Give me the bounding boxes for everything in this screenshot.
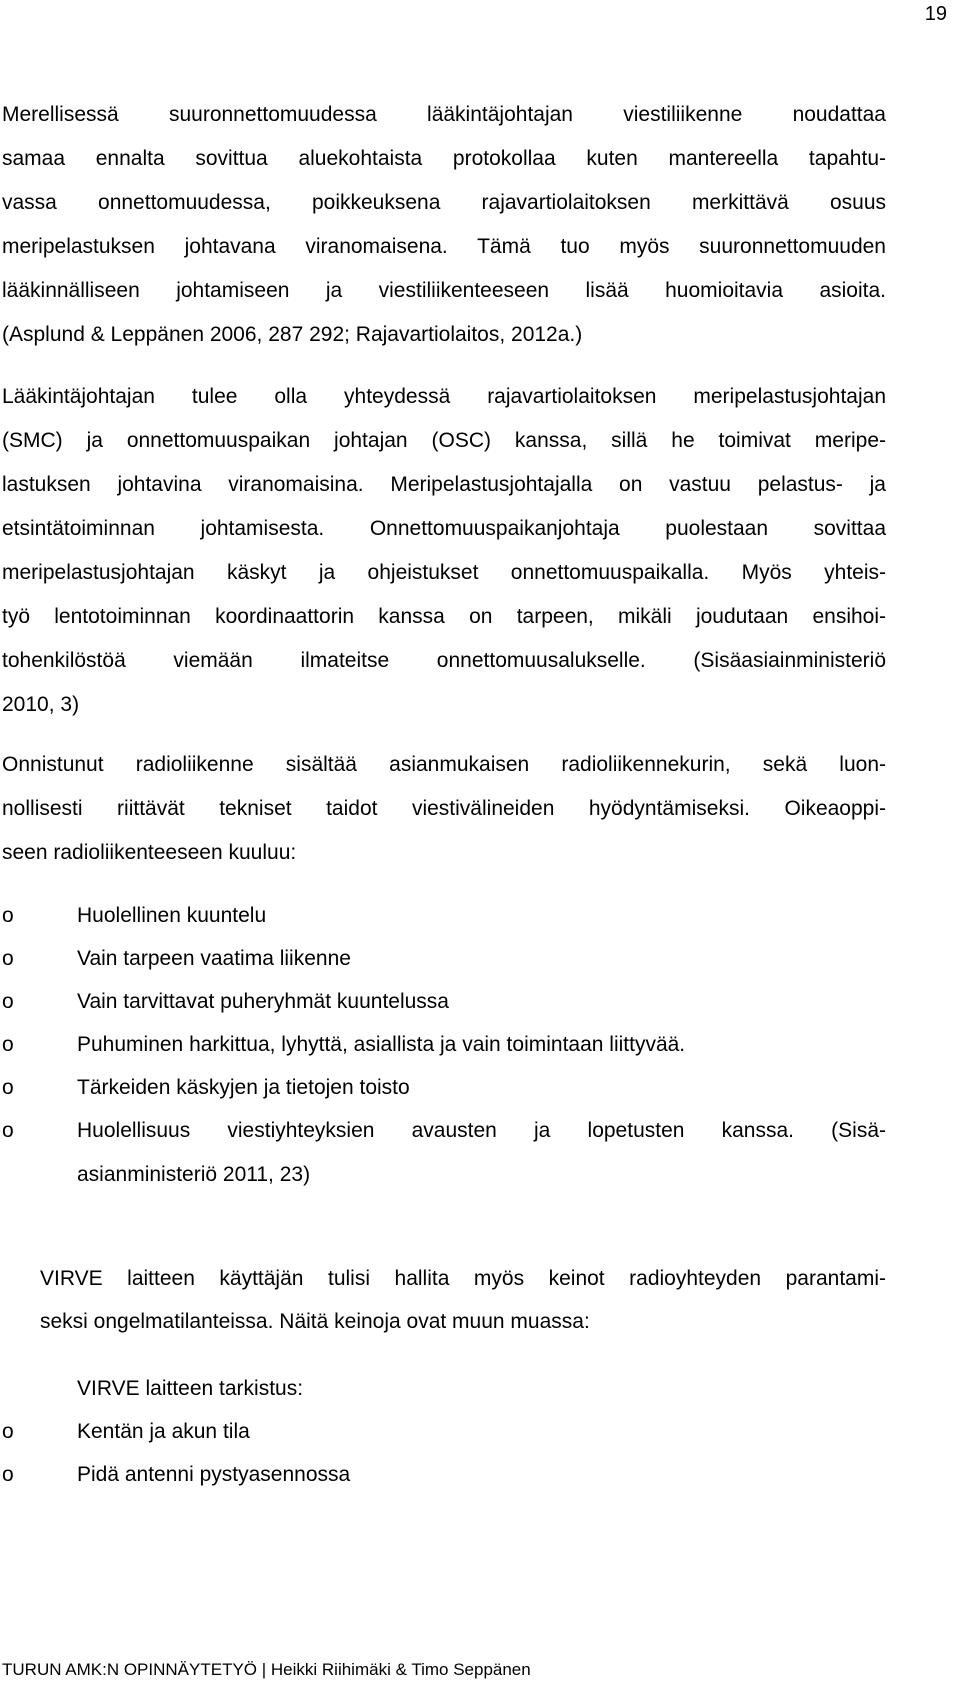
bullet-marker: o — [2, 1033, 14, 1056]
text-line: Onnistunut radioliikenne sisältää asianmukaisen radioliikennekurin, sekä luon- — [2, 753, 886, 776]
text-line: Lääkintäjohtajan tulee olla yhteydessä rajavartiolaitoksen meripelastusjohtajan — [2, 385, 886, 408]
bullet-marker: o — [2, 947, 14, 970]
text-line: seen radioliikenteeseen kuuluu: — [2, 841, 297, 864]
list-item-text: Puhuminen harkittua, lyhyttä, asiallista ja vain toimintaan liittyvää. — [77, 1033, 686, 1056]
text-line: samaa ennalta sovittua aluekohtaista protokollaa kuten mantereella tapahtu- — [2, 147, 886, 170]
list-item-text-continued: asianministeriö 2011, 23) — [77, 1163, 311, 1186]
text-line: meripelastuksen johtavana viranomaisena. Tämä tuo myös suuronnettomuuden — [2, 235, 886, 258]
text-line: seksi ongelmatilanteissa. Näitä keinoja ovat muun muassa: — [40, 1310, 590, 1333]
text-line: nollisesti riittävät tekniset taidot viestivälineiden hyödyntämiseksi. Oikeaoppi- — [2, 797, 886, 820]
list-item-text: Pidä antenni pystyasennossa — [77, 1463, 351, 1486]
text-line: (Asplund & Leppänen 2006, 287 292; Rajavartiolaitos, 2012a.) — [2, 323, 583, 346]
list-item-text: Vain tarvittavat puheryhmät kuuntelussa — [77, 990, 449, 1013]
list-heading: VIRVE laitteen tarkistus: — [77, 1377, 304, 1400]
text-line: lastuksen johtavina viranomaisina. Meripelastusjohtajalla on vastuu pelastus- ja — [2, 473, 886, 496]
bullet-marker: o — [2, 1076, 14, 1099]
text-line: Merellisessä suuronnettomuudessa lääkintäjohtajan viestiliikenne noudattaa — [2, 103, 886, 126]
text-line: vassa onnettomuudessa, poikkeuksena rajavartiolaitoksen merkittävä osuus — [2, 191, 886, 214]
bullet-marker: o — [2, 1119, 14, 1142]
list-item-text: Huolellinen kuuntelu — [77, 904, 267, 927]
text-line: tohenkilöstöä viemään ilmateitse onnettomuusalukselle. (Sisäasiainministeriö — [2, 649, 886, 672]
bullet-marker: o — [2, 990, 14, 1013]
page-footer: TURUN AMK:N OPINNÄYTETYÖ | Heikki Riihimäki & Timo Seppänen — [2, 1660, 531, 1679]
text-line: työ lentotoiminnan koordinaattorin kanssa on tarpeen, mikäli joudutaan ensihoi- — [2, 605, 886, 628]
text-line: VIRVE laitteen käyttäjän tulisi hallita myös keinot radioyhteyden parantami- — [40, 1267, 886, 1290]
list-item-text: Vain tarpeen vaatima liikenne — [77, 947, 351, 970]
bullet-marker: o — [2, 904, 14, 927]
text-line: meripelastusjohtajan käskyt ja ohjeistukset onnettomuuspaikalla. Myös yhteis- — [2, 561, 886, 584]
bullet-marker: o — [2, 1420, 14, 1443]
list-item-text: Tärkeiden käskyjen ja tietojen toisto — [77, 1076, 410, 1099]
page-number: 19 — [924, 3, 947, 25]
text-line: 2010, 3) — [2, 693, 80, 716]
list-item-text: Kentän ja akun tila — [77, 1420, 250, 1443]
text-line: (SMC) ja onnettomuuspaikan johtajan (OSC) kanssa, sillä he toimivat meripe- — [2, 429, 886, 452]
list-item-text: Huolellisuus viestiyhteyksien avausten ja lopetusten kanssa. (Sisä- — [77, 1119, 886, 1142]
text-line: etsintätoiminnan johtamisesta. Onnettomuuspaikanjohtaja puolestaan sovittaa — [2, 517, 886, 540]
text-line: lääkinnälliseen johtamiseen ja viestiliikenteeseen lisää huomioitavia asioita. — [2, 279, 886, 302]
bullet-marker: o — [2, 1463, 14, 1486]
